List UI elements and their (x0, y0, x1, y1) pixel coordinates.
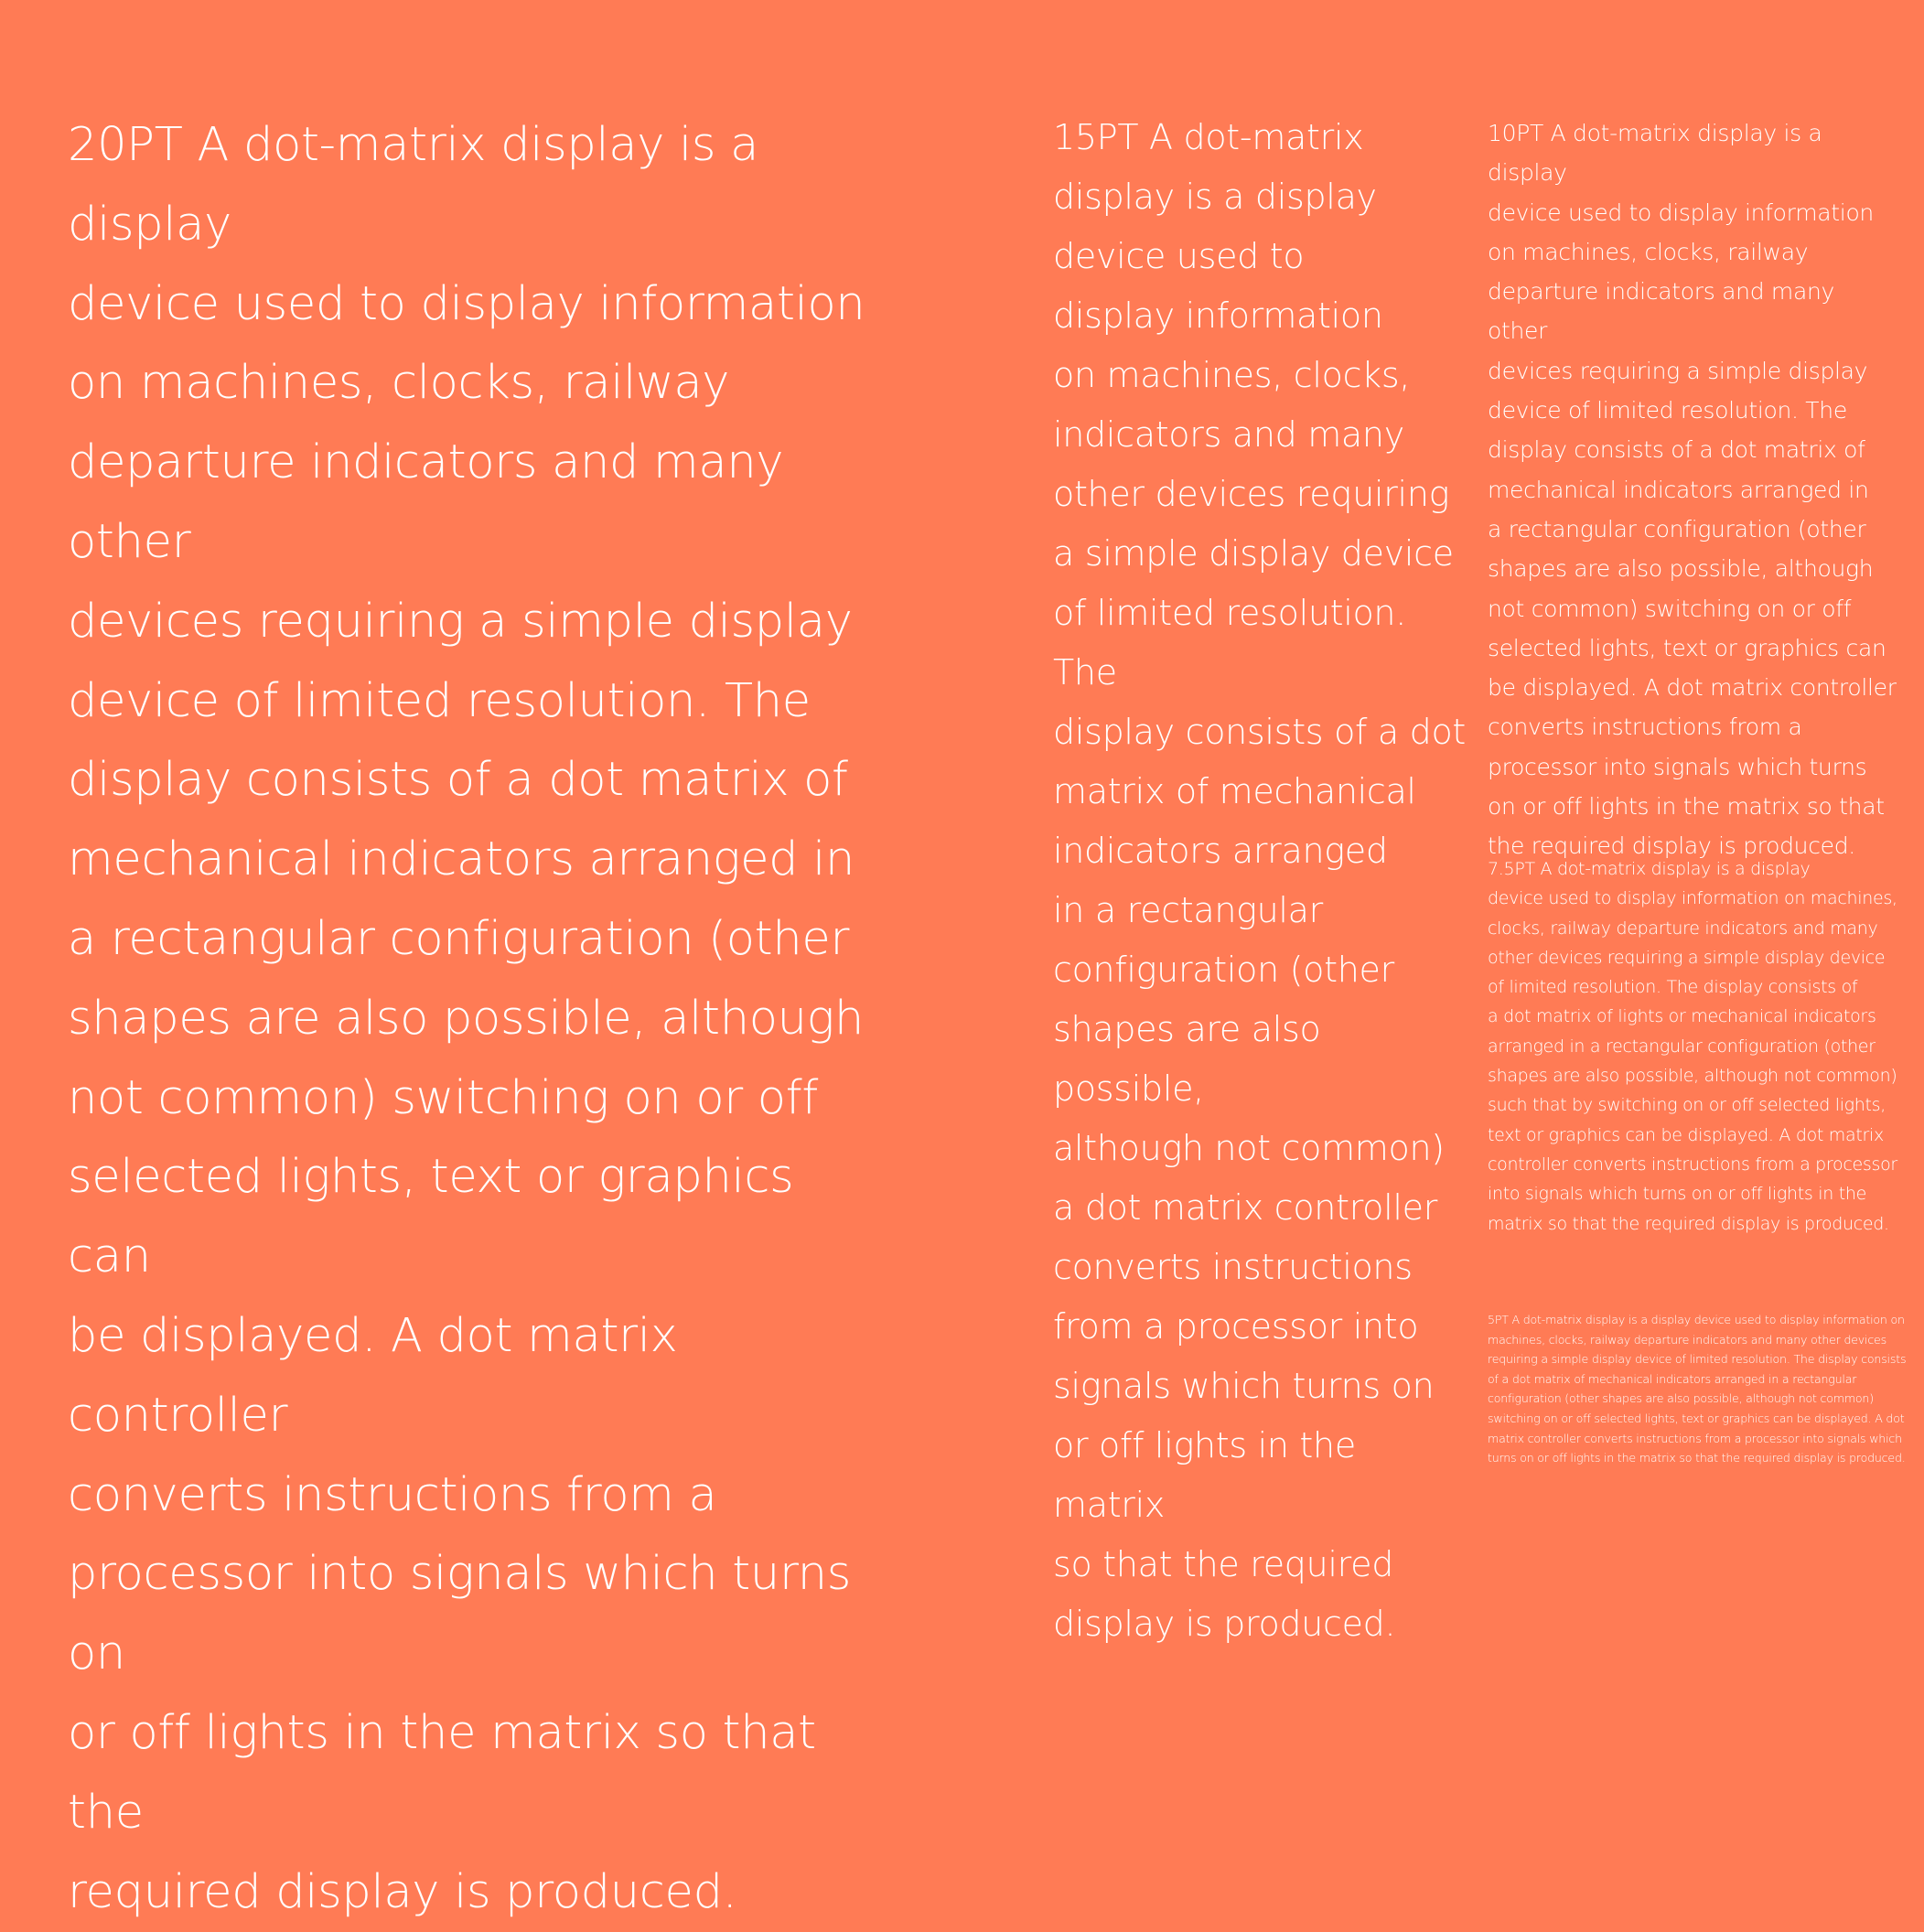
specimen-5pt: 5PT A dot-matrix display is a display device used to display information on machines, clocks, railway departure indicators and many other devices requiring a simple display device of limited resolution. The display consists of a dot matrix of mechanical indicators arranged in a rectangular configuration (other shapes are also possible, although not common) switching on or off selected lights, text or graphics can be displayed. A dot matrix controller converts instructions from a processor into signals which turns on or off lights in the matrix so that the required display is produced. (1488, 1313, 1907, 1465)
specimen-10pt: 10PT A dot-matrix display is a display device used to display information on machines, clocks, railway departure indicators and many other devices requiring a simple display device of limited resolution. The display consists of a dot matrix of mechanical indicators arranged in a rectangular configuration (other shapes are also possible, although not common) switching on or off selected lights, text or graphics can be displayed. A dot matrix controller converts instructions from a processor into signals which turns on or off lights in the matrix so that the required display is produced. (1488, 120, 1897, 860)
specimen-15pt: 15PT A dot-matrix display is a display device used to display information on machines, clocks, indicators and many other devices requiring a simple display device of limited resolution. The display consists of a dot matrix of mechanical indicators arranged in a rectangular configuration (other shapes are also possible, although not common) a dot matrix controller converts instructions from a processor into signals which turns on or off lights in the matrix so that the required display is produced. (1053, 117, 1467, 1644)
specimen-7-5pt: 7.5PT A dot-matrix display is a display device used to display information on machines, clocks, railway departure indicators and many other devices requiring a simple display device of limited resolution. The display consists of a dot matrix of lights or mechanical indicators arranged in a rectangular configuration (other shapes are also possible, although not common) such that by switching on or off selected lights, text or graphics can be displayed. A dot matrix controller converts instructions from a processor into signals which turns on or off lights in the matrix so that the required display is produced. (1488, 859, 1897, 1234)
specimen-20pt: 20PT A dot-matrix display is a display device used to display information on machines, clocks, railway departure indicators and many other devices requiring a simple display device of limited resolution. The display consists of a dot matrix of mechanical indicators arranged in a rectangular configuration (other shapes are also possible, although not common) switching on or off selected lights, text or graphics can be displayed. A dot matrix controller converts instructions from a processor into signals which turns on or off lights in the matrix so that the required display is produced. (68, 118, 865, 1919)
